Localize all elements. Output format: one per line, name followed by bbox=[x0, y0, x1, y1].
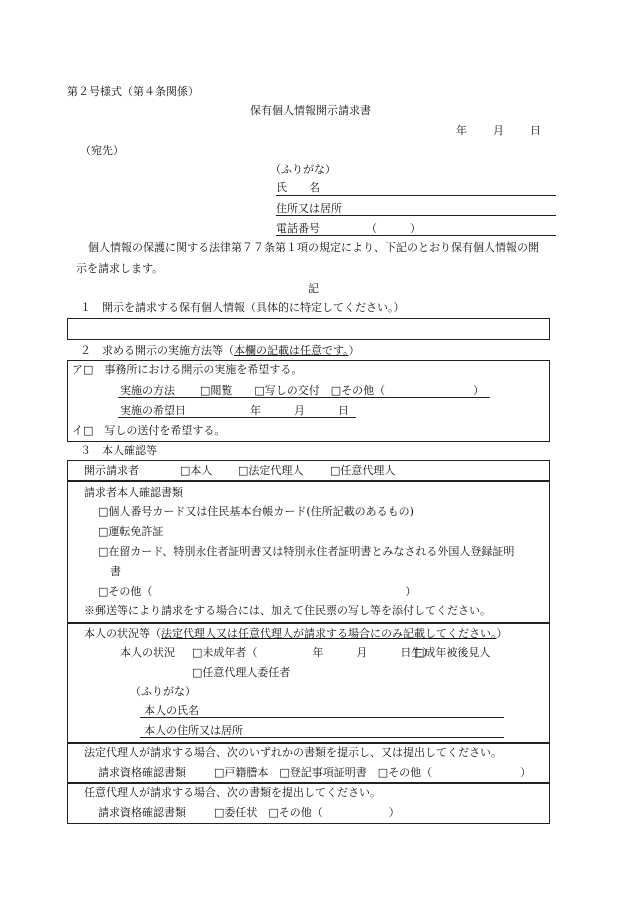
option-a-onsite[interactable]: ア□ 事務所における開示の実施を希望する。 bbox=[72, 363, 303, 376]
method-options[interactable]: □閲覧 □写しの交付 □その他（ ） bbox=[200, 384, 485, 397]
date-day: 日 bbox=[530, 124, 541, 137]
form-number: 第２号様式（第４条関係） bbox=[67, 85, 199, 98]
section2-heading-prefix: ２ 求める開示の実施方法等（ bbox=[80, 344, 234, 357]
requester-type-proxy[interactable]: □任意代理人 bbox=[330, 464, 396, 477]
doc-residence-card[interactable]: □在留カード、特別永住者証明書又は特別永住者証明書とみなされる外国人登録証明 bbox=[98, 545, 515, 558]
requester-type-self[interactable]: □本人 bbox=[180, 464, 213, 477]
status-heading-note: 法定代理人又は任意代理人が請求する場合にのみ記載してください。 bbox=[161, 627, 497, 640]
doc-other[interactable]: □その他（ ） bbox=[98, 585, 417, 598]
requester-address-line[interactable] bbox=[276, 215, 556, 216]
mail-note: ※郵送等により請求をする場合には、加えて住民票の写し等を添付してください。 bbox=[84, 604, 491, 617]
requester-name-line[interactable] bbox=[276, 195, 556, 196]
id-docs-heading: 請求者本人確認書類 bbox=[84, 486, 183, 499]
requester-phone-parens: （ ） bbox=[366, 222, 421, 235]
date-underline bbox=[118, 417, 356, 418]
proxy-docs[interactable]: □委任状 □その他（ ） bbox=[214, 806, 400, 819]
proxy-note: 任意代理人が請求する場合、次の書類を提出してください。 bbox=[84, 786, 381, 799]
requester-phone-label: 電話番号 bbox=[276, 222, 320, 235]
date-fields[interactable]: 年 月 日 bbox=[250, 404, 349, 417]
requester-type-label: 開示請求者 bbox=[84, 464, 139, 477]
date-month: 月 bbox=[493, 124, 504, 137]
proxy-docs-label: 請求資格確認書類 bbox=[98, 806, 186, 819]
requester-type-legal[interactable]: □法定代理人 bbox=[238, 464, 304, 477]
requester-furigana: （ふりがな） bbox=[270, 163, 336, 176]
status-heading bbox=[84, 627, 508, 641]
date-year: 年 bbox=[456, 124, 467, 137]
legal-rep-docs[interactable]: □戸籍謄本 □登記事項証明書 □その他（ ） bbox=[214, 766, 532, 779]
intro-line-1: 個人情報の保護に関する法律第７７条第１項の規定により、下記のとおり保有個人情報の開 bbox=[88, 241, 539, 254]
status-label: 本人の状況 bbox=[120, 646, 175, 659]
intro-line-2: 示を請求します。 bbox=[76, 262, 164, 275]
principal-address-label: 本人の住所又は居所 bbox=[144, 724, 243, 737]
doc-drivers-license[interactable]: □運転免許証 bbox=[98, 525, 164, 538]
principal-name-line[interactable] bbox=[140, 717, 504, 718]
status-proxy[interactable]: □任意代理人委任者 bbox=[192, 666, 291, 679]
section2-heading-suffix: ） bbox=[348, 344, 360, 357]
ki-label: 記 bbox=[308, 282, 319, 295]
status-heading-prefix: 本人の状況等（ bbox=[84, 627, 161, 640]
section1-heading: １ 開示を請求する保有個人情報（具体的に特定してください。） bbox=[80, 301, 405, 314]
principal-address-line[interactable] bbox=[140, 737, 504, 738]
principal-name-label: 本人の氏名 bbox=[144, 704, 199, 717]
option-i-mail[interactable]: イ□ 写しの送付を希望する。 bbox=[72, 424, 226, 437]
status-heading-suffix: ） bbox=[496, 627, 508, 640]
method-label: 実施の方法 bbox=[120, 384, 175, 397]
addressee: （宛先） bbox=[80, 144, 124, 157]
page-title: 保有個人情報開示請求書 bbox=[250, 104, 371, 117]
section3-heading: ３ 本人確認等 bbox=[80, 444, 157, 457]
doc-mynumber-card[interactable]: □個人番号カード又は住民基本台帳カード(住所記載のあるもの) bbox=[98, 505, 414, 518]
legal-rep-note: 法定代理人が請求する場合、次のいずれかの書類を提示し、又は提出してください。 bbox=[84, 746, 502, 759]
status-adult-guardian[interactable]: □成年被後見人 bbox=[414, 646, 491, 659]
section2-heading-optional: 本欄の記載は任意です。 bbox=[234, 344, 349, 357]
status-minor[interactable]: □未成年者（ 年 月 日生） bbox=[192, 646, 434, 659]
legal-rep-docs-label: 請求資格確認書類 bbox=[98, 766, 186, 779]
section2-heading bbox=[80, 344, 360, 358]
doc-residence-card-cont: 書 bbox=[110, 565, 121, 578]
principal-furigana: （ふりがな） bbox=[130, 685, 196, 698]
requester-address-label: 住所又は居所 bbox=[276, 202, 342, 215]
method-underline bbox=[118, 397, 490, 398]
date-label: 実施の希望日 bbox=[120, 404, 186, 417]
requester-type-box bbox=[67, 460, 550, 482]
section1-input-box[interactable] bbox=[67, 318, 550, 340]
requester-name-label: 氏 名 bbox=[276, 181, 320, 194]
requester-phone-line[interactable] bbox=[276, 235, 556, 236]
